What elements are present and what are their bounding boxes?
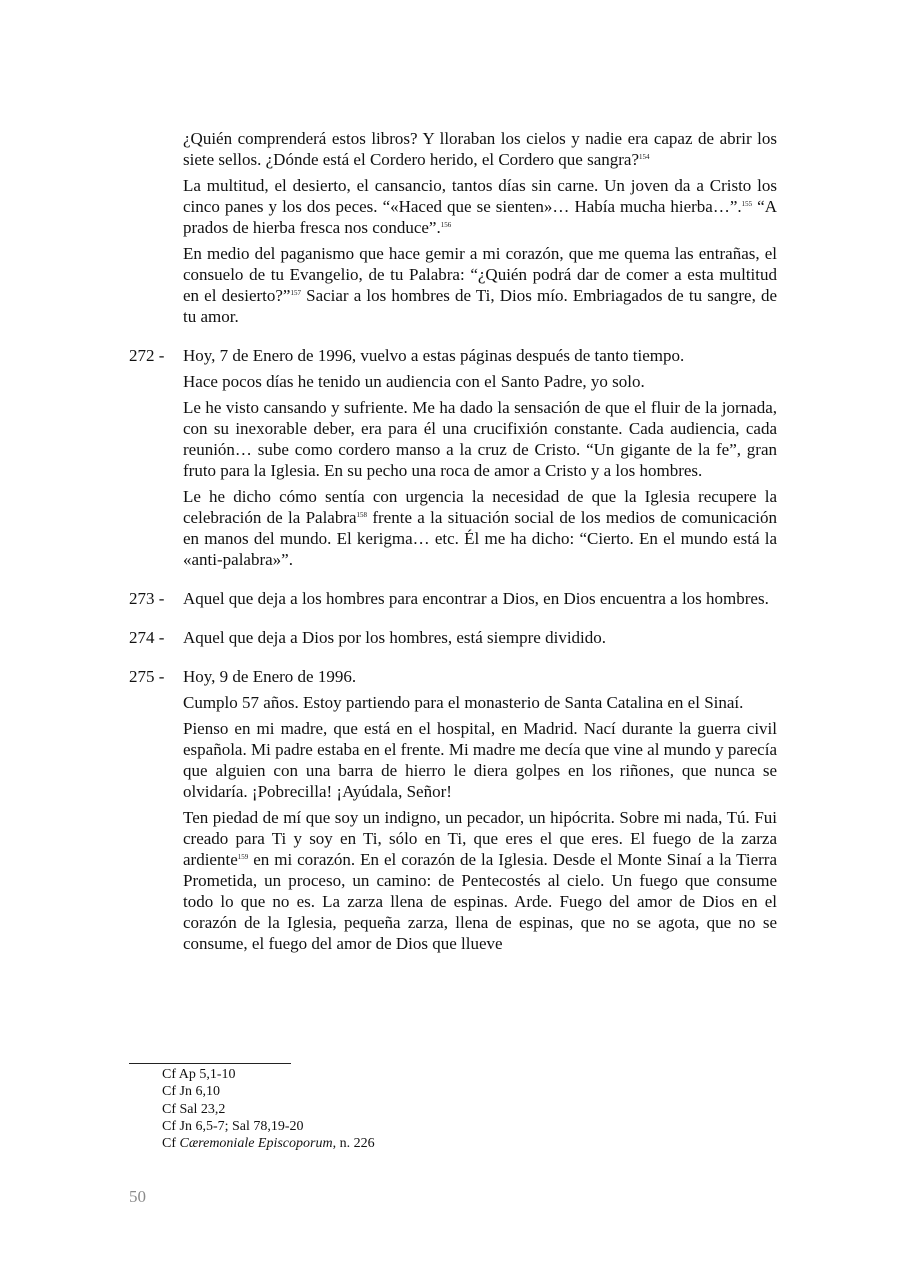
entry-273 [129,588,777,609]
entry-paragraph: Aquel que deja a Dios por los hombres, está siempre dividido. [183,628,607,647]
footnote-ref[interactable]: 159 [237,853,249,861]
main-text [129,128,777,959]
entry-number: 275 - [129,667,165,686]
entry-paragraph: Hoy, 9 de Enero de 1996. [183,667,357,686]
footnote-ref[interactable]: 156 [440,221,452,229]
entry-number: 273 - [129,589,165,608]
entry-paragraph: Aquel que deja a los hombres para encontrar a Dios, en Dios encuentra a los hombres. [183,589,769,608]
entry-number: 274 - [129,628,165,647]
entry-paragraph: Cumplo 57 años. Estoy partiendo para el monasterio de Santa Catalina en el Sinaí. [183,693,744,712]
footnote-divider [129,1063,291,1064]
page-number: 50 [129,1187,146,1206]
intro-paragraph: En medio del paganismo que hace gemir a mi corazón, que me quema las entrañas, el consuelo de tu Evangelio, de tu Palabra: “¿Quién podrá dar de comer a esta multitud en el desierto?”$^{157}$ Saciar a los hombres de Ti, Dios mío. Embriagados de tu sangre, de tu amor. [183,244,777,326]
footnote-item: Cf Ap 5,1-10 [162,1067,236,1082]
footnote-ref[interactable]: 157 [290,289,301,297]
entry-number: 272 - [129,346,165,365]
footnote-item: Cf Sal 23,2 [162,1101,226,1117]
entry-paragraph: Le he visto cansando y sufriente. Me ha dado la sensación de que el fluir de la jornada, con su inexorable deber, era para él una crucifixión constante. Cada audiencia, cada reunión… sube como cordero manso a la cruz de Cristo. “Un gigante de la fe”, gran fruto para la Iglesia. En su pecho una roca de amor a Cristo y a los hombres. [183,398,777,480]
entry-paragraph: Pienso en mi madre, que está en el hospital, en Madrid. Nací durante la guerra civil española. Mi padre estaba en el frente. Mi madre me decía que vine al mundo y parecía que alguien con una barra de hierro le diera golpes en los riñones, que nunca se olvidaría. ¡Pobrecilla! ¡Ayúdala, Señor! [183,719,777,801]
footnotes [162,1066,762,1152]
footnote-italic-title: Cæremoniale Episcoporum [179,1136,333,1152]
footnote-item: Cf Jn 6,5-7; Sal 78,19-20 [162,1118,304,1134]
intro-paragraph: La multitud, el desierto, el cansancio, tantos días sin carne. Un joven da a Cristo los cinco panes y los dos peces. “«Haced que se sienten»… Había mucha hierba…”.$^{155}$ “A prados de hierba fresca nos conduce”.$^{156}$ [183,176,777,237]
entry-272 [129,345,777,570]
footnote-ref[interactable]: 154 [639,153,650,161]
intro-paragraph: ¿Quién comprenderá estos libros? Y lloraban los cielos y nadie era capaz de abrir los siete sellos. ¿Dónde está el Cordero herido, el Cordero que sangra?$^{154}$ [183,129,777,169]
entry-paragraph: Hoy, 7 de Enero de 1996, vuelvo a estas páginas después de tanto tiempo. [183,346,685,365]
entry-paragraph: Le he dicho cómo sentía con urgencia la necesidad de que la Iglesia recupere la celebración de la Palabra$^{158}$ frente a la situación social de los medios de comunicación en manos del mundo. El kerigma… etc. Él me ha dicho: “Cierto. En el mundo está la «anti-palabra»”. [183,487,777,569]
footnote-ref[interactable]: 155 [741,200,753,208]
entry-paragraph: Hace pocos días he tenido un audiencia con el Santo Padre, yo solo. [183,372,645,391]
footnote-ref[interactable]: 158 [356,511,368,519]
footnote-item: Cf Cæremoniale Episcoporum, n. 226 [162,1136,375,1152]
footnote-item: Cf Jn 6,10 [162,1084,220,1100]
entry-274 [129,627,777,648]
entry-paragraph: Ten piedad de mí que soy un indigno, un pecador, un hipócrita. Sobre mi nada, Tú. Fui creado para Ti y soy en Ti, sólo en Ti, que eres el que eres. El fuego de la zarza ardiente$^{159}$ en mi corazón. En el corazón de la Iglesia. Desde el Monte Sinaí a la Tierra Prometida, un proceso, un camino: de Pentecostés al cielo. Un fuego que consume todo lo que no es. La zarza llena de espinas. Arde. Fuego del amor de Dios en el corazón de la Iglesia, pequeña zarza, llena de espinas, que no se agota, que no se consume, el fuego del amor de Dios que llueve [183,808,777,953]
entry-275 [129,666,777,954]
